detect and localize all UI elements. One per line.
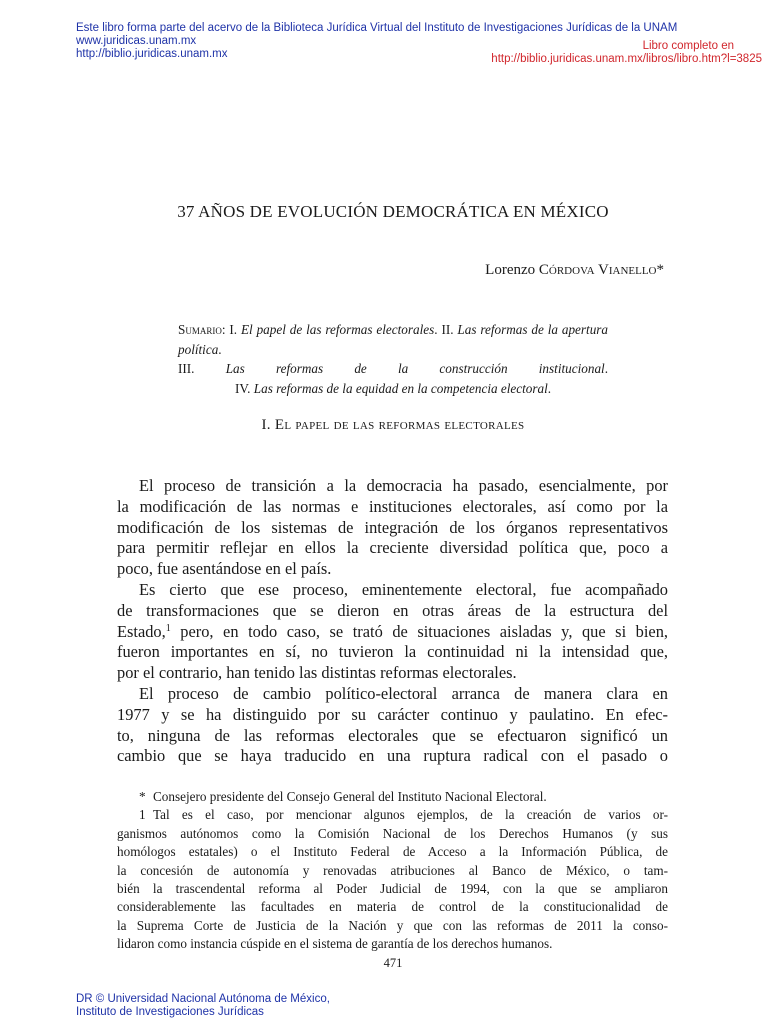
footer-copyright: DR © Universidad Nacional Autónoma de México, [76,993,330,1005]
footnote-line [117,806,668,824]
page-number: 471 [383,956,403,970]
summary-item-text: Las reformas de la equidad en la competencia electoral [253,380,548,396]
summary-item-text: El papel de las reformas electorales [240,322,435,337]
body-line-prefix: Estado, [117,621,166,641]
footnote-star-mark: * [139,789,146,804]
header-full-book-link[interactable]: http://biblio.juridicas.unam.mx/libros/libro.htm?l=3825 [491,53,762,65]
summary-item-num: II. [441,322,454,337]
summary-item-num: I. [229,322,238,337]
body-line: Es cierto que ese proceso, eminentemente electoral, fue acompañado [139,579,668,599]
body-text [117,476,668,767]
footer-institute: Instituto de Investigaciones Jurídicas [76,1006,264,1018]
body-line [117,622,668,643]
body-line: la modificación de las normas e instituciones electorales, así como por la [117,496,668,516]
author-first-name: Lorenzo [485,262,536,278]
footnote-line: bién la trascendental reforma al Poder Judicial de 1994, con la que se ampliaron [117,881,668,897]
header-link-juridicas[interactable]: www.juridicas.unam.mx [76,35,197,47]
author-last-name: Córdova Vianello [538,262,657,278]
body-line: cambio que se haya traducido en una ruptura radical con el pasado o [117,746,668,766]
footnote-1-text: Tal es el caso, por mencionar algunos ejemplos, de la creación de varios or- [153,807,668,823]
body-line: to, ninguna de las reformas electorales que se efectuaron significó un [117,725,668,745]
header-notice: Este libro forma parte del acervo de la Biblioteca Jurídica Virtual del Instituto de Investigaciones Jurídicas de la UNAM [76,22,678,34]
body-line: para permitir reflejar en ellos la creciente diversidad política que, poco a [117,538,668,558]
body-line-rest: pero, en todo caso, se trató de situaciones aisladas y, que si bien, [180,621,668,641]
summary-item-text: Las reformas de la construcción institucional [225,361,605,376]
body-line: poco, fue asentándose en el país. [117,559,332,579]
summary [178,320,608,398]
section-heading: I. El papel de las reformas electorales [261,417,525,433]
footnote-1-mark: 1 [139,807,146,823]
footnote-line: ganismos autónomos como la Comisión Nacional de los Derechos Humanos (y sus [117,825,668,841]
footnotes [117,788,668,954]
body-line: de transformaciones que se dieron en otras áreas de la estructura del [117,600,668,620]
author [485,262,664,279]
summary-line: IV. Las reformas de la equidad en la competencia electoral. [234,380,552,396]
summary-line: Sumario: I. El papel de las reformas electorales. II. Las reformas de la apertura política. [178,322,609,357]
summary-item-num: III. [178,361,195,376]
header-full-book-label: Libro completo en [642,40,734,52]
body-line: El proceso de cambio político-electoral arranca de manera clara en [139,683,668,703]
chapter-title: 37 AÑOS DE EVOLUCIÓN DEMOCRÁTICA EN MÉXICO [177,202,609,221]
body-line: El proceso de transición a la democracia ha pasado, esencialmente, por [139,476,668,495]
header-link-biblio[interactable]: http://biblio.juridicas.unam.mx [76,48,228,60]
footnote-ref-1[interactable]: 1 [165,622,171,634]
body-line: 1977 y se ha distinguido por su carácter continuo y paulatino. En efec- [117,704,668,724]
footnote-star-text: Consejero presidente del Consejo General del Instituto Nacional Electoral. [153,789,547,804]
summary-line: III. Las reformas de la construcción institucional. [178,361,608,376]
summary-label: Sumario: [178,322,226,337]
body-line: fueron importantes en sí, no tuvieron la continuidad ni la intensidad que, [117,642,668,662]
footnote-line: la concesión de autonomía y renovadas atribuciones al Banco de México, o tam- [117,862,668,878]
summary-item-num: IV. [234,380,251,396]
body-line: por el contrario, han tenido las distintas reformas electorales. [117,663,517,683]
footnote-line: la Suprema Corte de Justicia de la Nación y que con las reformas de 2011 la conso- [117,917,668,933]
footnote-line: lidaron como instancia cúspide en el sistema de garantía de los derechos humanos. [117,936,553,952]
author-footnote-mark: * [656,262,664,278]
summary-item-text: Las reformas de la apertura política [178,322,609,357]
body-line: modificación de los sistemas de integración de los órganos representativos [117,517,668,537]
footnote-star [117,788,668,806]
footnote-line: homólogos estatales) o el Instituto Federal de Acceso a la Información Pública, de [117,844,668,860]
footnote-line: considerablemente las facultades en materia de control de la constitucionalidad de [117,899,668,915]
